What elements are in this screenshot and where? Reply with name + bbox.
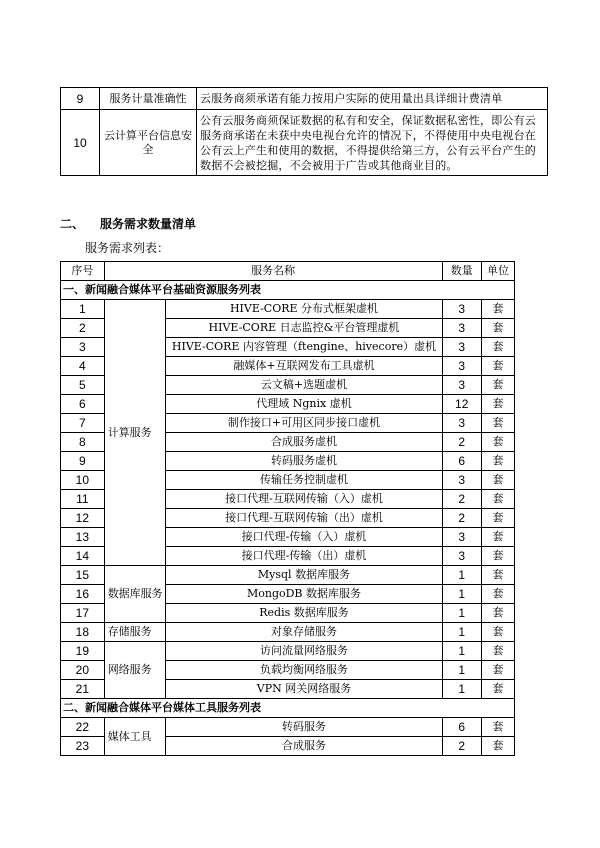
service-unit: 套: [481, 737, 514, 756]
section-title: 服务需求数量清单: [100, 217, 197, 231]
category-media: 媒体工具: [104, 718, 166, 756]
service-unit: 套: [481, 319, 514, 338]
row-number: 15: [61, 566, 105, 585]
row-number: 3: [61, 338, 105, 357]
service-unit: 套: [481, 452, 514, 471]
group-row: [61, 699, 515, 718]
row-number: 10: [61, 471, 105, 490]
service-qty: 2: [442, 490, 481, 509]
service-unit: 套: [481, 357, 514, 376]
service-qty: 1: [442, 642, 481, 661]
row-number: 12: [61, 509, 105, 528]
service-name: 传输任务控制虚机: [166, 471, 442, 490]
category-database: 数据库服务: [104, 566, 166, 623]
service-table: [60, 261, 515, 756]
service-unit: 套: [481, 338, 514, 357]
service-qty: 3: [442, 319, 481, 338]
service-unit: 套: [481, 395, 514, 414]
row-description: 公有云服务商须保证数据的私有和安全，保证数据私密性，即公有云服务商承诺在未获中央电视台允许的情况下，不得使用中央电视台在公有云上产生和使用的数据，不得提供给第三方，公有云平台产生的数据不会被挖掘，不会被用于广告或其他商业目的。: [197, 110, 548, 176]
header-qty: 数量: [442, 262, 481, 281]
table-header-row: [61, 262, 515, 281]
service-unit: 套: [481, 300, 514, 319]
service-qty: 6: [442, 718, 481, 737]
row-number: 21: [61, 680, 105, 699]
row-number: 13: [61, 528, 105, 547]
service-name: HIVE-CORE 分布式框架虚机: [166, 300, 442, 319]
service-name: 云文稿+选题虚机: [166, 376, 442, 395]
table-row: [61, 110, 548, 176]
category-compute: 计算服务: [104, 300, 166, 566]
service-name: Redis 数据库服务: [166, 604, 442, 623]
service-unit: 套: [481, 528, 514, 547]
table-row: [61, 300, 515, 319]
row-number: 19: [61, 642, 105, 661]
header-num: 序号: [61, 262, 105, 281]
service-name: 转码服务: [166, 718, 442, 737]
service-qty: 1: [442, 623, 481, 642]
row-number: 7: [61, 414, 105, 433]
service-qty: 6: [442, 452, 481, 471]
service-name: 制作接口+可用区同步接口虚机: [166, 414, 442, 433]
service-qty: 2: [442, 433, 481, 452]
service-qty: 3: [442, 338, 481, 357]
service-name: 合成服务虚机: [166, 433, 442, 452]
service-qty: 3: [442, 528, 481, 547]
group-title: 一、新闻融合媒体平台基础资源服务列表: [61, 281, 515, 300]
row-description: 云服务商须承诺有能力按用户实际的使用量出具详细计费清单: [197, 88, 548, 110]
service-name: 转码服务虚机: [166, 452, 442, 471]
row-number: 5: [61, 376, 105, 395]
service-unit: 套: [481, 547, 514, 566]
table-row: [61, 566, 515, 585]
service-qty: 1: [442, 680, 481, 699]
table-row: [61, 642, 515, 661]
row-number: 2: [61, 319, 105, 338]
service-qty: 3: [442, 547, 481, 566]
row-item: 服务计量准确性: [100, 88, 197, 110]
service-name: 访问流量网络服务: [166, 642, 442, 661]
requirements-table: [60, 87, 548, 176]
service-name: 接口代理-互联网传输（入）虚机: [166, 490, 442, 509]
section-heading: [60, 215, 196, 232]
group-title: 二、新闻融合媒体平台媒体工具服务列表: [61, 699, 515, 718]
row-number: 16: [61, 585, 105, 604]
row-item: 云计算平台信息安全: [100, 110, 197, 176]
row-number: 4: [61, 357, 105, 376]
service-qty: 12: [442, 395, 481, 414]
section-number: 二、: [60, 217, 85, 231]
service-qty: 3: [442, 414, 481, 433]
service-qty: 3: [442, 357, 481, 376]
service-name: 接口代理-传输（出）虚机: [166, 547, 442, 566]
row-number: 8: [61, 433, 105, 452]
intro-text: 服务需求列表：: [85, 241, 170, 255]
category-storage: 存储服务: [104, 623, 166, 642]
service-name: 负载均衡网络服务: [166, 661, 442, 680]
service-unit: 套: [481, 661, 514, 680]
service-unit: 套: [481, 642, 514, 661]
header-name: 服务名称: [104, 262, 442, 281]
service-name: 对象存储服务: [166, 623, 442, 642]
service-unit: 套: [481, 471, 514, 490]
row-number: 11: [61, 490, 105, 509]
header-unit: 单位: [481, 262, 514, 281]
service-name: HIVE-CORE 内容管理（ftengine、hivecore）虚机: [166, 338, 442, 357]
service-unit: 套: [481, 433, 514, 452]
service-unit: 套: [481, 623, 514, 642]
service-unit: 套: [481, 718, 514, 737]
service-unit: 套: [481, 509, 514, 528]
service-name: HIVE-CORE 日志监控&平台管理虚机: [166, 319, 442, 338]
service-unit: 套: [481, 566, 514, 585]
service-qty: 2: [442, 737, 481, 756]
service-qty: 1: [442, 585, 481, 604]
row-number: 23: [61, 737, 105, 756]
service-name: 接口代理-传输（入）虚机: [166, 528, 442, 547]
service-unit: 套: [481, 680, 514, 699]
service-qty: 1: [442, 661, 481, 680]
service-name: Mysql 数据库服务: [166, 566, 442, 585]
service-unit: 套: [481, 414, 514, 433]
service-qty: 1: [442, 604, 481, 623]
row-number: 9: [61, 452, 105, 471]
service-unit: 套: [481, 604, 514, 623]
row-number: 10: [61, 110, 100, 176]
row-number: 6: [61, 395, 105, 414]
row-number: 9: [61, 88, 100, 110]
table-row: [61, 88, 548, 110]
service-name: VPN 网关网络服务: [166, 680, 442, 699]
row-number: 20: [61, 661, 105, 680]
row-number: 1: [61, 300, 105, 319]
service-qty: 1: [442, 566, 481, 585]
row-number: 17: [61, 604, 105, 623]
row-number: 22: [61, 718, 105, 737]
category-network: 网络服务: [104, 642, 166, 699]
service-unit: 套: [481, 585, 514, 604]
service-qty: 3: [442, 471, 481, 490]
service-qty: 3: [442, 376, 481, 395]
service-name: 融媒体+互联网发布工具虚机: [166, 357, 442, 376]
row-number: 14: [61, 547, 105, 566]
service-unit: 套: [481, 376, 514, 395]
service-name: 代理域 Ngnix 虚机: [166, 395, 442, 414]
service-qty: 3: [442, 300, 481, 319]
service-qty: 2: [442, 509, 481, 528]
row-number: 18: [61, 623, 105, 642]
table-row: [61, 623, 515, 642]
service-name: 接口代理-互联网传输（出）虚机: [166, 509, 442, 528]
table-row: [61, 718, 515, 737]
service-name: 合成服务: [166, 737, 442, 756]
service-name: MongoDB 数据库服务: [166, 585, 442, 604]
group-row: [61, 281, 515, 300]
service-unit: 套: [481, 490, 514, 509]
